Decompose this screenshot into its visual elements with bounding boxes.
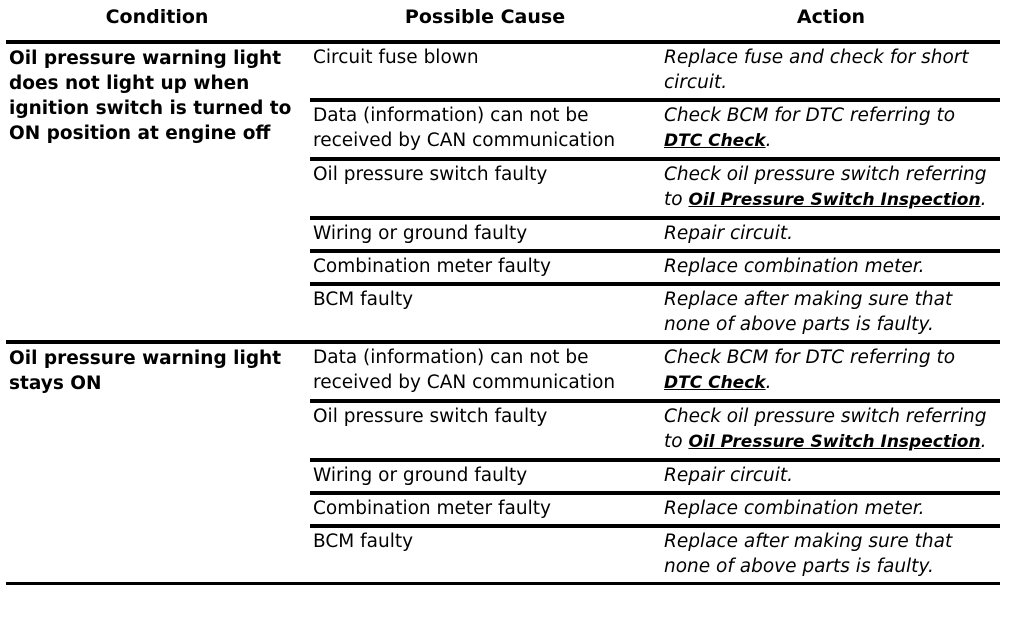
cause-cell: Wiring or ground faulty xyxy=(313,465,528,486)
header-action: Action xyxy=(796,6,866,28)
dtc-check-link[interactable]: DTC Check xyxy=(664,373,766,393)
dtc-check-link[interactable]: DTC Check xyxy=(664,131,766,151)
action-cell xyxy=(660,161,1000,216)
oil-pressure-switch-inspection-link[interactable]: Oil Pressure Switch Inspection xyxy=(688,432,981,452)
action-cell: Replace after making sure that none of above parts is faulty. xyxy=(664,289,953,335)
table-row xyxy=(310,491,1000,524)
condition-text: Oil pressure warning light stays ON xyxy=(9,348,282,394)
cause-cell: Oil pressure switch faulty xyxy=(313,406,548,427)
action-text: . xyxy=(980,431,987,452)
action-text: Check BCM for DTC referring to xyxy=(664,105,956,126)
action-cell: Replace combination meter. xyxy=(664,256,925,277)
cause-cell: BCM faulty xyxy=(313,289,414,310)
table-row xyxy=(310,458,1000,491)
cause-cell: Combination meter faulty xyxy=(313,498,551,519)
troubleshooting-table xyxy=(6,0,1000,585)
table-row xyxy=(310,524,1000,582)
action-text: . xyxy=(765,130,772,151)
table-row xyxy=(310,249,1000,282)
header-possible-cause: Possible Cause xyxy=(404,6,566,28)
table-row xyxy=(310,44,1000,98)
table-bottom-rule xyxy=(6,582,1000,585)
cause-cell: Circuit fuse blown xyxy=(313,47,479,68)
action-cell: Replace fuse and check for short circuit. xyxy=(664,47,969,93)
table-row xyxy=(310,216,1000,249)
cause-cell: Oil pressure switch faulty xyxy=(313,164,548,185)
table-row xyxy=(310,344,1000,399)
table-row xyxy=(310,282,1000,340)
table-row xyxy=(310,399,1000,458)
table-header xyxy=(6,0,1000,40)
condition-text: Oil pressure warning light does not light up when ignition switch is turned to ON position at engine off xyxy=(9,48,292,144)
action-cell: Replace after making sure that none of above parts is faulty. xyxy=(664,531,953,577)
action-cell: Repair circuit. xyxy=(664,465,794,486)
table-row xyxy=(310,98,1000,157)
action-cell xyxy=(660,344,1000,399)
action-text: . xyxy=(765,372,772,393)
table-row xyxy=(310,157,1000,216)
action-text: . xyxy=(980,189,987,210)
oil-pressure-switch-inspection-link[interactable]: Oil Pressure Switch Inspection xyxy=(688,190,981,210)
condition-group xyxy=(6,40,1000,340)
action-text: Check oil pressure switch referring to xyxy=(664,164,987,210)
condition-group xyxy=(6,340,1000,582)
action-text: Check oil pressure switch referring to xyxy=(664,406,987,452)
cause-cell: BCM faulty xyxy=(313,531,414,552)
action-cell xyxy=(660,403,1000,458)
action-cell xyxy=(660,102,1000,157)
action-cell: Repair circuit. xyxy=(664,223,794,244)
action-cell: Replace combination meter. xyxy=(664,498,925,519)
cause-cell: Data (information) can not be received by CAN communication xyxy=(313,347,616,393)
cause-cell: Data (information) can not be received by CAN communication xyxy=(313,105,616,151)
cause-cell: Wiring or ground faulty xyxy=(313,223,528,244)
cause-cell: Combination meter faulty xyxy=(313,256,551,277)
action-text: Check BCM for DTC referring to xyxy=(664,347,956,368)
header-condition: Condition xyxy=(105,6,209,28)
